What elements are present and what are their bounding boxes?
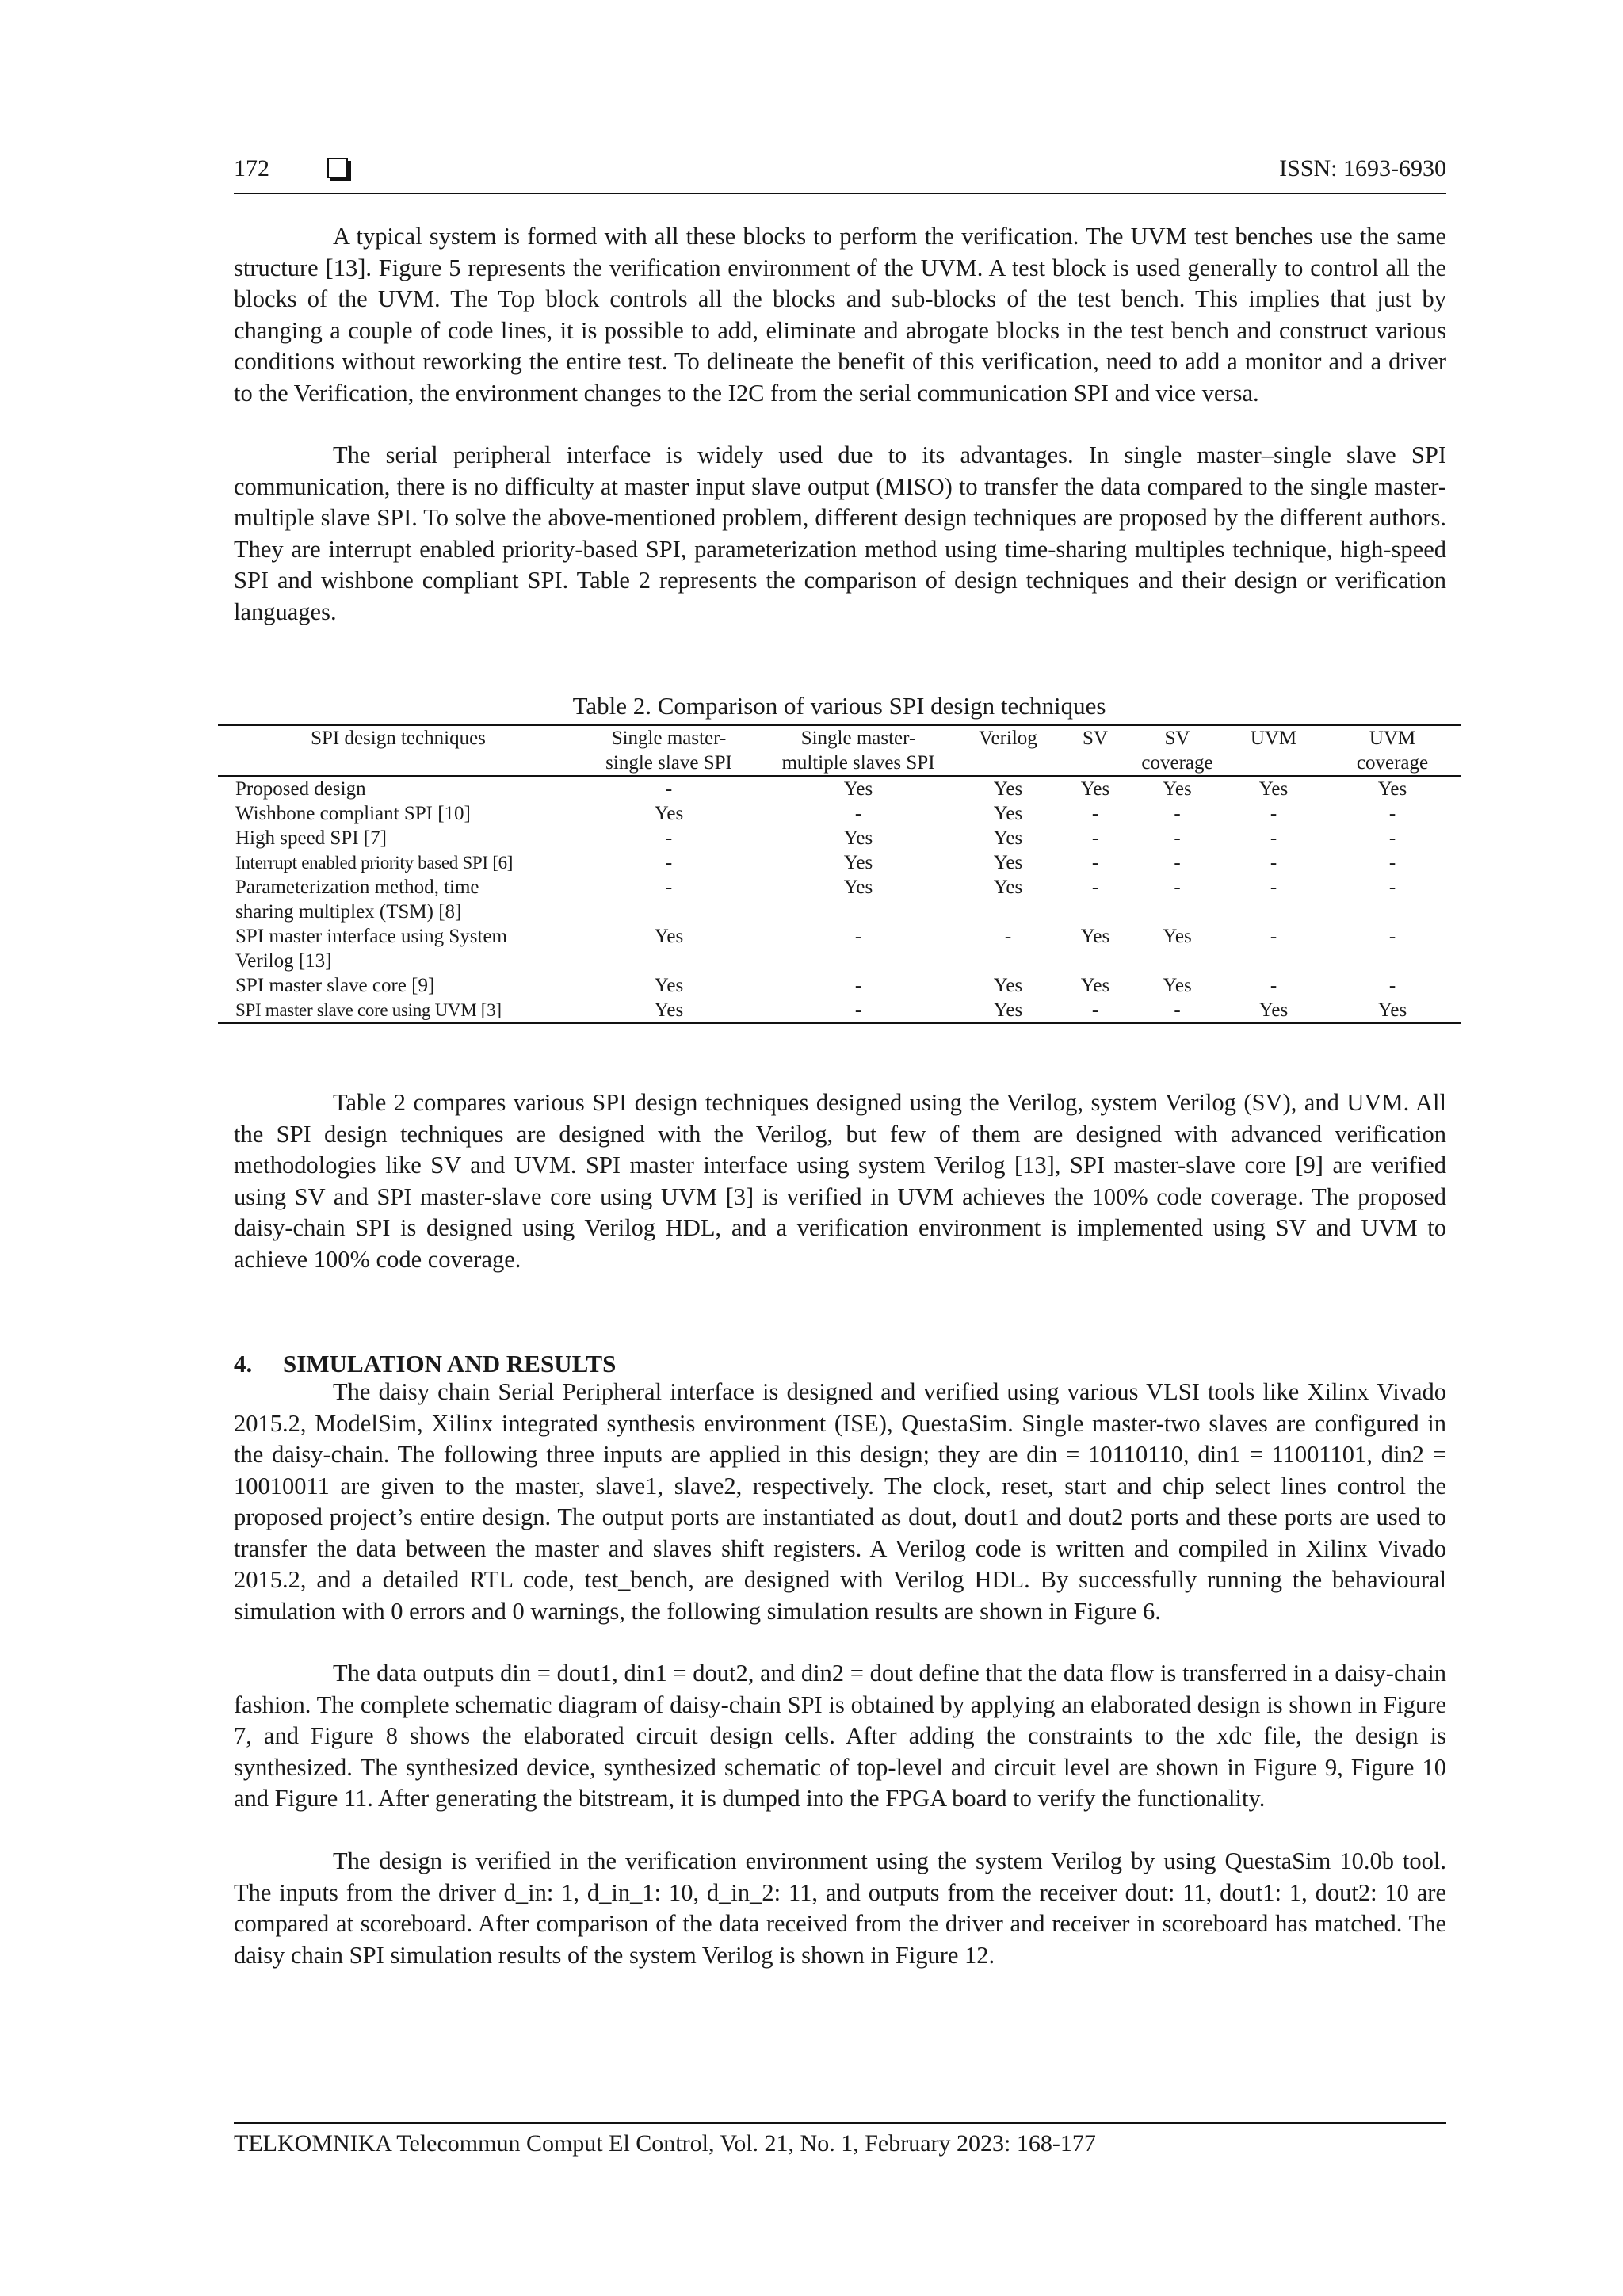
table-cell: Yes	[1163, 778, 1192, 800]
table-header-cell: UVM	[1250, 728, 1297, 749]
paragraph-table-discussion: Table 2 compares various SPI design techniques designed using the Verilog, system Verilog (SV), and UVM. All the SPI design techniques are designed with the Verilog, but few of them are designed with advanced verification methodologies like SV and UVM. SPI master interface using system Verilog [13], SPI master-slave core [9] are verified using SV and SPI master-slave core using UVM [3] is verified in UVM achieves the 100% code coverage. The proposed daisy-chain SPI is designed using Verilog HDL, and a verification environment is implemented using SV and UVM to achieve 100% code coverage.	[234, 1089, 1446, 1273]
table-cell: -	[1270, 852, 1277, 873]
table-caption: Table 2. Comparison of various SPI design techniques	[572, 692, 1106, 720]
table-cell: -	[1388, 975, 1396, 996]
table-row	[218, 998, 1461, 1023]
table-cell: Yes	[843, 852, 873, 873]
table-row	[218, 924, 1461, 973]
paragraph-simulation-setup: The daisy chain Serial Peripheral interface is designed and verified using various VLSI tools like Xilinx Vivado 2015.2, ModelSim, Xilinx integrated synthesis environment (ISE), QuestaSim. Single master-two slaves are configured in the daisy-chain. The following three inputs are applied in this design; they are din = 10110110, din1 = 11001101, din2 = 10010011 are given to the master, slave1, slave2, respectively. The clock, reset, start and chip select lines control the proposed project’s entire design. The output ports are instantiated as dout, dout1 and dout2 ports and these ports are used to transfer the data between the master and slaves shift registers. A Verilog code is written and compiled in Xilinx Vivado 2015.2, and a detailed RTL code, test_bench, are designed with Verilog HDL. By successfully running the behavioural simulation with 0 errors and 0 warnings, the following simulation results are shown in Figure 6.	[234, 1378, 1446, 1625]
table-row-label: Interrupt enabled priority based SPI [6]	[235, 853, 514, 873]
comparison-table	[218, 724, 1461, 1024]
table-row-label: SPI master interface using System Verilog [13]	[235, 926, 507, 972]
table-row	[218, 776, 1461, 801]
table-cell: Yes	[993, 827, 1023, 849]
table-cell: Yes	[654, 999, 684, 1021]
table-cell: Yes	[1258, 778, 1289, 800]
table-cell: Yes	[993, 975, 1023, 996]
table-row	[218, 875, 1461, 924]
table-cell: -	[1388, 803, 1396, 824]
page-footer: TELKOMNIKA Telecommun Comput El Control, Vol. 21, No. 1, February 2023: 168-177	[234, 2130, 1096, 2157]
table-cell: -	[1174, 999, 1181, 1021]
table-cell: Yes	[654, 803, 684, 824]
table-row	[218, 801, 1461, 826]
table-cell: Yes	[993, 852, 1023, 873]
paragraph-spi-techniques: The serial peripheral interface is widely used due to its advantages. In single master–single slave SPI communication, there is no difficulty at master input slave output (MISO) to transfer the data compared to the single master-multiple slave SPI. To solve the above-mentioned problem, different design techniques are proposed by the different authors. They are interrupt enabled priority-based SPI, parameterization method using time-sharing multiples technique, high-speed SPI and wishbone compliant SPI. Table 2 represents the comparison of design techniques and their design or verification languages.	[234, 441, 1446, 625]
page-number: 172	[234, 155, 269, 181]
table-cell: Yes	[1377, 778, 1407, 800]
table-row-label: SPI master slave core using UVM [3]	[235, 1000, 502, 1020]
table-header-cell: Verilog	[979, 728, 1037, 749]
section-title: SIMULATION AND RESULTS	[283, 1350, 617, 1377]
table-cell: Yes	[654, 975, 684, 996]
table-cell: Yes	[654, 926, 684, 947]
table-header-cell: Single master- single slave SPI	[605, 728, 732, 774]
table-cell: -	[1091, 877, 1099, 898]
table-cell: -	[665, 827, 673, 849]
table-header-cell: SPI design techniques	[311, 728, 486, 749]
section-heading	[234, 1350, 616, 1378]
table-cell: Yes	[843, 827, 873, 849]
page-header	[234, 155, 1446, 192]
table-cell: -	[1270, 827, 1277, 849]
table-body	[218, 776, 1461, 1023]
table-cell: -	[1091, 852, 1099, 873]
paragraph-sv-verification: The design is verified in the verification environment using the system Verilog by using QuestaSim 10.0b tool. The inputs from the driver d_in: 1, d_in_1: 10, d_in_2: 11, and outputs from the receiver dout: 11, dout1: 1, dout2: 10 are compared at scoreboard. After comparison of the data received from the driver and receiver in scoreboard has matched. The daisy chain SPI simulation results of the system Verilog is shown in Figure 12.	[234, 1847, 1446, 1969]
table-cell: -	[665, 778, 673, 800]
table-cell: Yes	[993, 877, 1023, 898]
table-cell: -	[854, 803, 862, 824]
table-cell: -	[1388, 852, 1396, 873]
table-cell: Yes	[843, 877, 873, 898]
table-cell: -	[854, 926, 862, 947]
table-cell: -	[1174, 827, 1181, 849]
table-row-label: High speed SPI [7]	[235, 827, 387, 849]
header-rule	[234, 193, 1446, 194]
table-cell: Yes	[993, 999, 1023, 1021]
table-cell: Yes	[1163, 975, 1192, 996]
issn-label: ISSN: 1693-6930	[1279, 155, 1446, 181]
table-cell: Yes	[1163, 926, 1192, 947]
table-header-cell: Single master- multiple slaves SPI	[781, 728, 935, 774]
table-row-label: Proposed design	[235, 778, 366, 800]
table-cell: Yes	[993, 803, 1023, 824]
table-cell: -	[854, 999, 862, 1021]
table-cell: Yes	[1080, 778, 1110, 800]
table-row-label: Parameterization method, time sharing multiplex (TSM) [8]	[235, 877, 479, 923]
table-row-label: Wishbone compliant SPI [10]	[235, 803, 471, 824]
table-cell: -	[1270, 803, 1277, 824]
table-cell: Yes	[1258, 999, 1289, 1021]
table-cell: -	[1091, 999, 1099, 1021]
table-cell: Yes	[1080, 926, 1110, 947]
table-row	[218, 826, 1461, 850]
table-header-cell: SV coverage	[1141, 728, 1213, 774]
header-box-icon	[327, 158, 348, 178]
table-cell: -	[1174, 803, 1181, 824]
table-cell: -	[665, 877, 673, 898]
paragraph-data-outputs: The data outputs din = dout1, din1 = dout2, and din2 = dout define that the data flow is transferred in a daisy-chain fashion. The complete schematic diagram of daisy-chain SPI is obtained by applying an elaborated design is shown in Figure 7, and Figure 8 shows the elaborated circuit design cells. After adding the constraints to the xdc file, the design is synthesized. The synthesized device, synthesized schematic of top-level and circuit level are shown in Figure 9, Figure 10 and Figure 11. After generating the bitstream, it is dumped into the FPGA board to verify the functionality.	[234, 1660, 1446, 1812]
table-row-label: SPI master slave core [9]	[235, 975, 435, 996]
table-cell: Yes	[1080, 975, 1110, 996]
table-cell: -	[1174, 877, 1181, 898]
table-row	[218, 973, 1461, 998]
table-cell: -	[1270, 926, 1277, 947]
table-cell: Yes	[1377, 999, 1407, 1021]
table-row	[218, 850, 1461, 875]
table-header-cell: UVM coverage	[1356, 728, 1429, 774]
table-cell: -	[1270, 975, 1277, 996]
table-cell: -	[1091, 803, 1099, 824]
footer-rule	[234, 2122, 1446, 2124]
table-cell: -	[1091, 827, 1099, 849]
paragraph-uvm-structure: A typical system is formed with all these blocks to perform the verification. The UVM test benches use the same structure [13]. Figure 5 represents the verification environment of the UVM. A test block is used generally to control all the blocks of the UVM. The Top block controls all the blocks and sub-blocks of the test bench. This implies that just by changing a couple of code lines, it is possible to add, eliminate and abrogate blocks in the test bench and construct various conditions without reworking the entire test. To delineate the benefit of this verification, need to add a monitor and a driver to the Verification, the environment changes to the I2C from the serial communication SPI and vice versa.	[234, 223, 1446, 407]
table-cell: -	[1388, 877, 1396, 898]
table-cell: -	[1388, 926, 1396, 947]
table-cell: -	[1174, 852, 1181, 873]
table-cell: Yes	[843, 778, 873, 800]
table-cell: -	[665, 852, 673, 873]
table-cell: Yes	[993, 778, 1023, 800]
table-header-row	[218, 725, 1461, 776]
table-cell: -	[1388, 827, 1396, 849]
table-cell: -	[1270, 877, 1277, 898]
section-number: 4.	[234, 1350, 253, 1377]
table-cell: -	[854, 975, 862, 996]
table-cell: -	[1004, 926, 1012, 947]
table-header-cell: SV	[1083, 728, 1108, 749]
